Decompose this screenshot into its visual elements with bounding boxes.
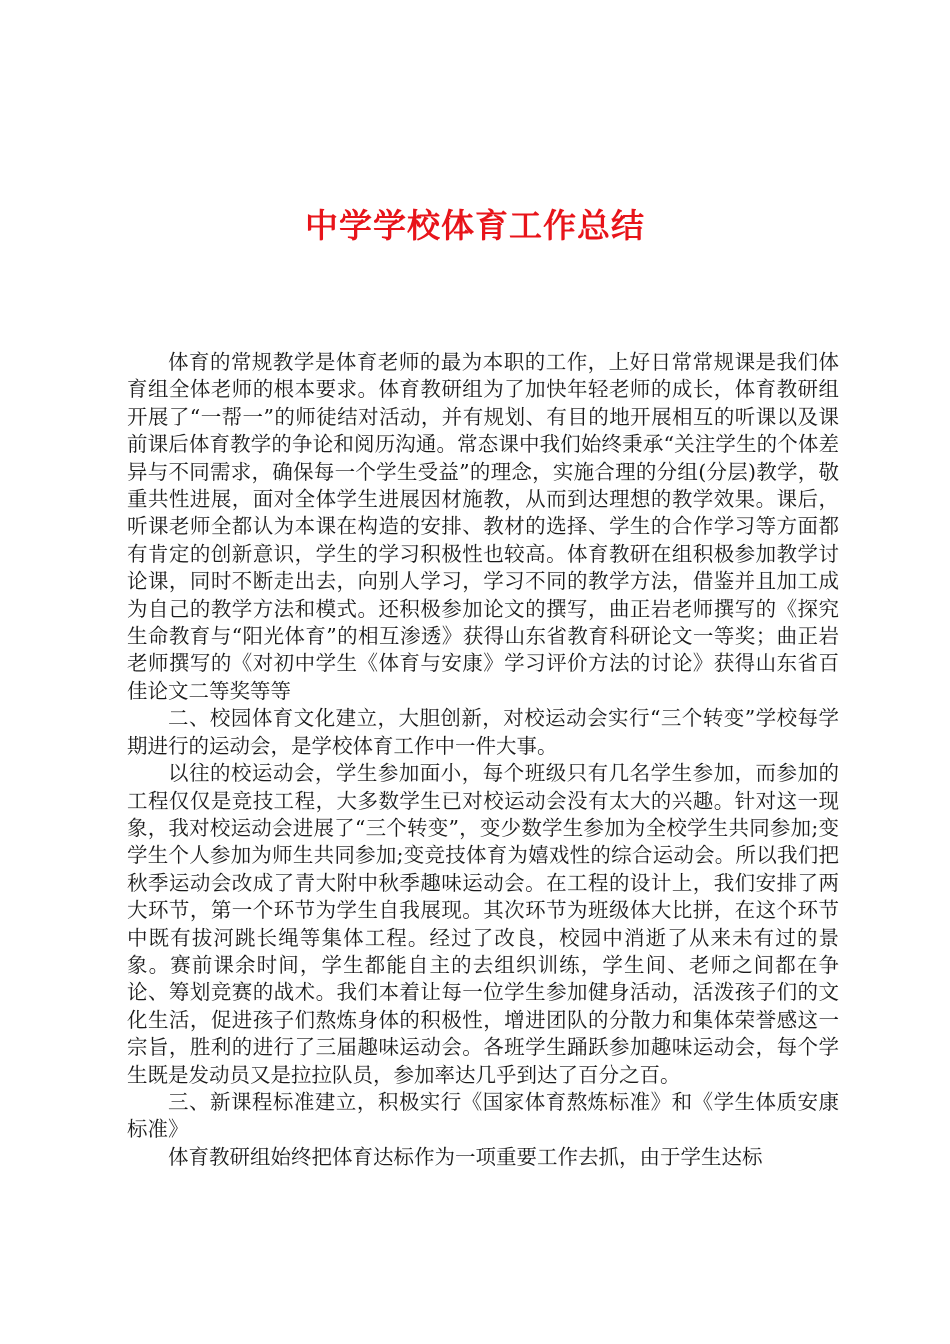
paragraph-5: 体育教研组始终把体育达标作为一项重要工作去抓，由于学生达标: [168, 1144, 763, 1169]
paragraph-1: 体育的常规教学是体育老师的最为本职的工作，上好日常常规课是我们体育组全体老师的根本要求。体育教研组为了加快年轻老师的成长，体育教研组开展了“一帮一”的师徒结对活动，并有规划、有目的地开展相互的听课以及课前课后体育教学的争论和阅历沟通。常态课中我们始终秉承“关注学生的个体差异与不同需求，确保每一个学生受益”的理念，实施合理的分组(分层)教学，敬重共性进展，面对全体学生进展因材施教，从而到达理想的教学效果。课后，听课老师全都认为本课在构造的安排、教材的选择、学生的合作学习等方面都有肯定的创新意识，学生的学习积极性也较高。体育教研在组积极参加教学讨论课，同时不断走出去，向别人学习，学习不同的教学方法，借鉴并且加工成为自己的教学方法和模式。还积极参加论文的撰写，曲正岩老师撰写的《探究生命教育与“阳光体育”的相互渗透》获得山东省教育科研论文一等奖；曲正岩老师撰写的《对初中学生《体育与安康》学习评价方法的讨论》获得山东省百佳论文二等奖等等: [127, 350, 839, 703]
paragraph-4: 三、新课程标准建立，积极实行《国家体育熬炼标准》和《学生体质安康标准》: [127, 1089, 839, 1142]
paragraph-2: 二、校园体育文化建立，大胆创新，对校运动会实行“三个转变”学校每学期进行的运动会，是学校体育工作中一件大事。: [127, 706, 839, 758]
document-body: [127, 349, 839, 1171]
paragraph-3: 以往的校运动会，学生参加面小，每个班级只有几名学生参加，而参加的工程仅仅是竞技工程，大多数学生已对校运动会没有太大的兴趣。针对这一现象，我对校运动会进展了“三个转变”，变少数学生参加为全校学生共同参加;变学生个人参加为师生共同参加;变竞技体育为嬉戏性的综合运动会。所以我们把秋季运动会改成了青大附中秋季趣味运动会。在工程的设计上，我们安排了两大环节，第一个环节为学生自我展现。其次环节为班级体大比拼，在这个环节中既有拔河跳长绳等集体工程。经过了改良，校园中消逝了从来未有过的景象。赛前课余时间，学生都能自主的去组织训练，学生间、老师之间都在争论、筹划竞赛的战术。我们本着让每一位学生参加健身活动，活泼孩子们的文化生活，促进孩子们熬炼身体的积极性，增进团队的分散力和集体荣誉感这一宗旨，胜利的进行了三届趣味运动会。各班学生踊跃参加趣味运动会，每个学生既是发动员又是拉拉队员，参加率达几乎到达了百分之百。: [127, 761, 839, 1087]
document-title: 中学学校体育工作总结: [305, 206, 645, 245]
